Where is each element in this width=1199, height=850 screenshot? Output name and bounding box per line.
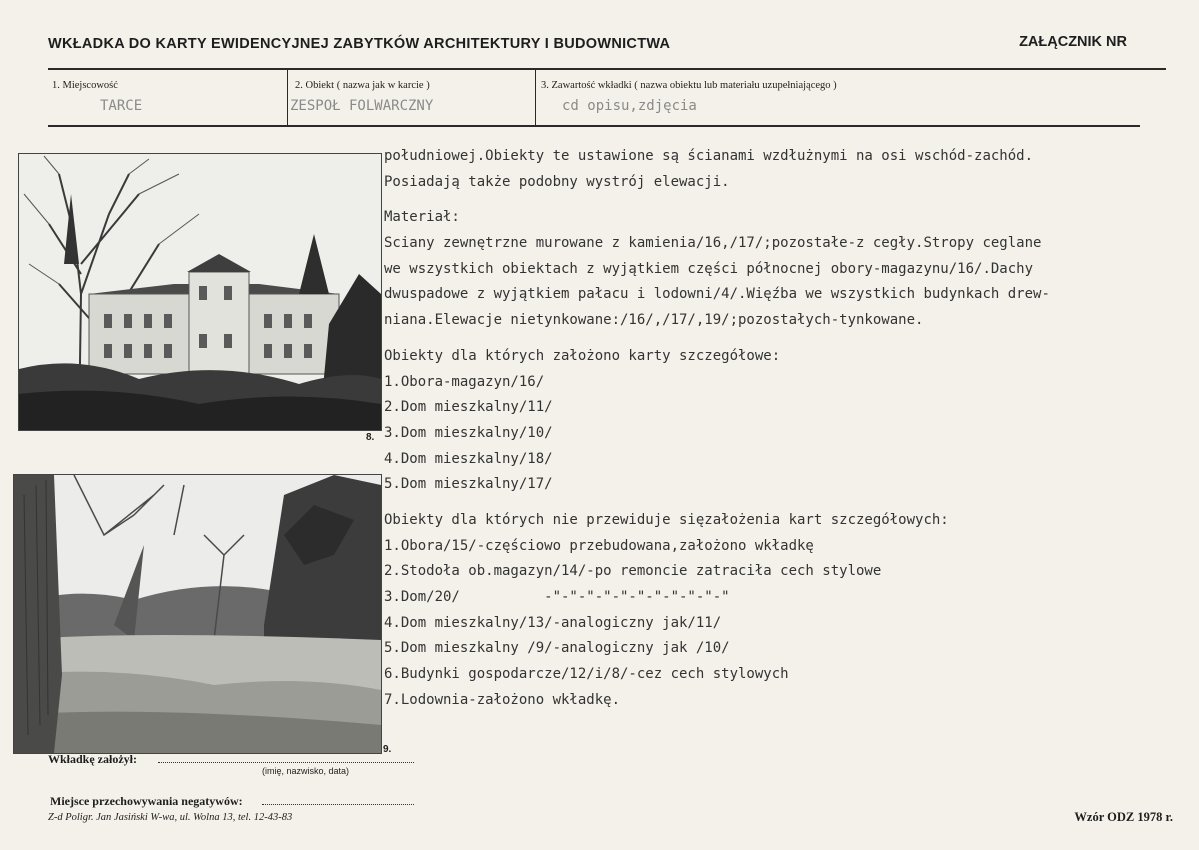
form-title: WKŁADKA DO KARTY EWIDENCYJNEJ ZABYTKÓW ARCHITEKTURY I BUDOWNICTWA — [48, 36, 671, 52]
created-by-label: Wkładkę założył: — [48, 752, 137, 766]
text-line: południowej.Obiekty te ustawione są ścianami wzdłużnymi na osi wschód-zachód. — [384, 148, 1034, 164]
text-line: Materiał: — [384, 209, 460, 226]
content-value: cd opisu,zdjęcia — [562, 98, 697, 114]
park-photo — [13, 474, 382, 754]
text-line: Posiadają także podobny wystrój elewacji. — [384, 173, 730, 190]
text-line: 7.Lodownia-założono wkładkę. — [384, 691, 621, 708]
locality-label: 1. Miejscowość — [52, 80, 118, 91]
text-line: 6.Budynki gospodarcze/12/i/8/-cez cech stylowych — [384, 666, 789, 683]
negatives-line — [262, 794, 414, 805]
text-line: 4.Dom mieszkalny/13/-analogiczny jak/11/ — [384, 614, 722, 631]
header-top-rule — [48, 68, 1166, 70]
negatives-label: Miejsce przechowywania negatywów: — [50, 794, 243, 808]
text-line: Obiekty dla których założono karty szczegółowe: — [384, 347, 781, 364]
text-line: 5.Dom mieszkalny/17/ — [384, 476, 553, 493]
field-separator — [535, 70, 536, 126]
text-line: 4.Dom mieszkalny/18/ — [384, 450, 553, 467]
object-value: ZESPOŁ FOLWARCZNY — [290, 98, 434, 114]
photo-number: 8. — [366, 432, 375, 443]
manor-photo — [18, 153, 382, 431]
text-line: 2.Dom mieszkalny/11/ — [384, 399, 553, 416]
text-line: 3.Dom mieszkalny/10/ — [384, 424, 553, 441]
photo-number: 9. — [383, 744, 392, 755]
printer-imprint: Z-d Poligr. Jan Jasiński W-wa, ul. Wolna 13, tel. 12-43-83 — [48, 812, 293, 823]
form-id: Wzór ODZ 1978 r. — [1074, 810, 1173, 824]
content-label: 3. Zawartość wkładki ( nazwa obiektu lub materiału uzupełniającego ) — [541, 80, 837, 91]
text-line: we wszystkich obiektach z wyjątkiem części północnej obory-magazynu/16/.Dachy — [384, 260, 1034, 277]
description-text — [384, 144, 1184, 713]
text-line: dwuspadowe z wyjątkiem pałacu i lodowni/4/.Więźba we wszystkich budynkach drew- — [384, 286, 1050, 303]
created-by-caption: (imię, nazwisko, data) — [262, 766, 350, 776]
text-line: Obiekty dla których nie przewiduje sięzałożenia kart szczegółowych: — [384, 511, 949, 528]
locality-value: TARCE — [100, 98, 143, 114]
text-line: 1.Obora-magazyn/16/ — [384, 373, 545, 390]
header-bottom-rule — [48, 125, 1140, 127]
text-line: 1.Obora/15/-częściowo przebudowana,założono wkładkę — [384, 537, 814, 554]
field-separator — [287, 70, 288, 126]
attachment-number: ZAŁĄCZNIK NR — [1019, 34, 1127, 50]
text-line: 3.Dom/20/ -"-"-"-"-"-"-"-"-"-"-" — [384, 589, 730, 605]
text-line: Sciany zewnętrzne murowane z kamienia/16,/17/;pozostałe-z cegły.Stropy ceglane — [384, 235, 1042, 252]
text-line: niana.Elewacje nietynkowane:/16/,/17/,19/;pozostałych-tynkowane. — [384, 312, 924, 329]
created-by-line — [158, 752, 414, 763]
text-line: 2.Stodoła ob.magazyn/14/-po remoncie zatraciła cech stylowe — [384, 563, 882, 580]
object-label: 2. Obiekt ( nazwa jak w karcie ) — [295, 80, 430, 91]
text-line: 5.Dom mieszkalny /9/-analogiczny jak /10/ — [384, 640, 730, 657]
